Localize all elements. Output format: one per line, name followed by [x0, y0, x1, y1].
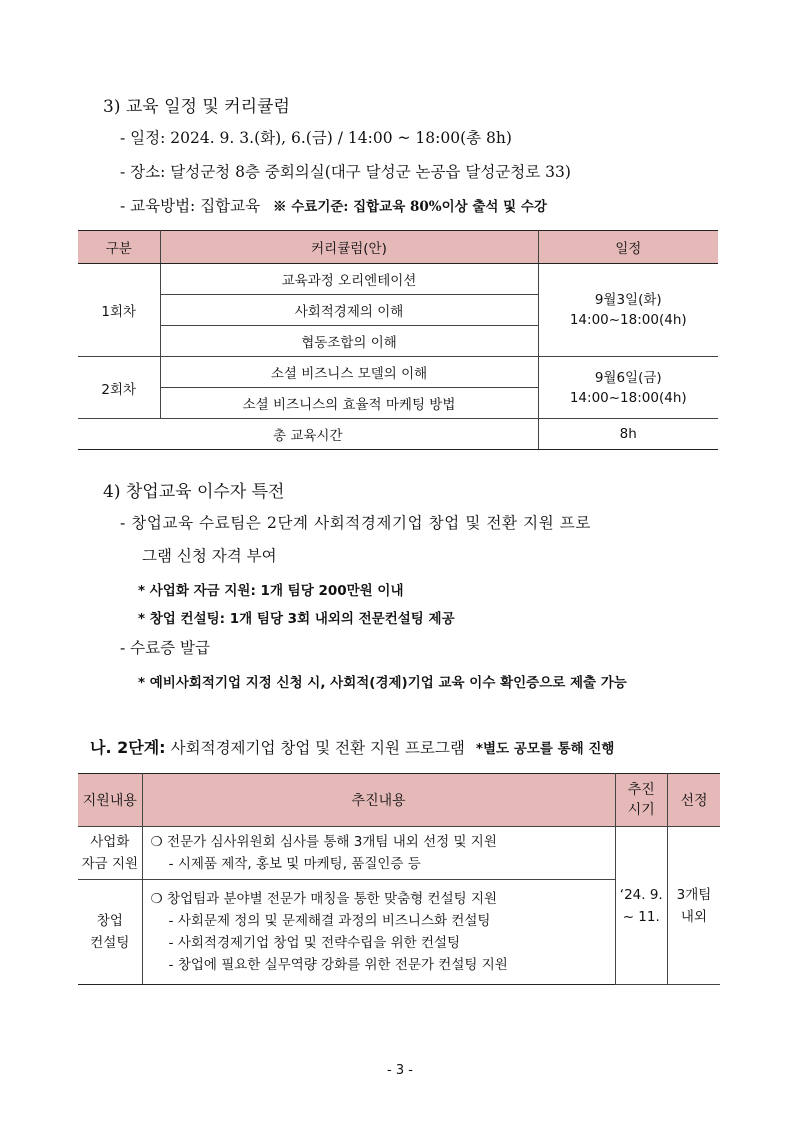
curriculum-item: 소셜 비즈니스 모델의 이해: [160, 357, 538, 388]
section-3-heading: 3) 교육 일정 및 커리큘럼: [103, 97, 290, 117]
benefit-sub-2: * 창업 컨설팅: 1개 팀당 3회 내외의 전문컨설팅 제공: [138, 611, 455, 627]
selection-line: 3개팀: [676, 886, 712, 903]
content-sub: - 시제품 제작, 홍보 및 마케팅, 품질인증 등: [168, 856, 421, 872]
curriculum-table: [78, 230, 718, 450]
content-sub: - 사회적경제기업 창업 및 전략수립을 위한 컨설팅: [168, 935, 461, 951]
round-1-date: 9월3일(화): [594, 292, 662, 308]
curriculum-item: 소셜 비즈니스의 효율적 마케팅 방법: [160, 388, 538, 419]
benefit-sub-3: * 예비사회적기업 지정 신청 시, 사회적(경제)기업 교육 이수 확인증으로 제출 가능: [138, 675, 627, 691]
header-period-line-1: 추진: [627, 782, 655, 798]
header-period-line-2: 시기: [627, 802, 655, 818]
promotion-period: [615, 827, 667, 985]
support-program-table: [78, 773, 720, 985]
curriculum-item: 사회적경제의 이해: [160, 295, 538, 326]
content-sub: - 사회문제 정의 및 문제해결 과정의 비즈니스화 컨설팅: [168, 913, 491, 929]
support-type-line: 컨설팅: [90, 935, 130, 951]
curriculum-item: 교육과정 오리엔테이션: [160, 264, 538, 295]
support-type-consulting: [78, 880, 142, 985]
header-selection: 선정: [667, 774, 720, 827]
benefit-line-1: - 창업교육 수료팀은 2단계 사회적경제기업 창업 및 전환 지원 프로: [120, 514, 591, 532]
method-line: [120, 194, 547, 216]
round-1-time: 14:00~18:00(4h): [569, 312, 687, 328]
funding-content: [142, 827, 615, 880]
method-label: - 교육방법: 집합교육: [120, 197, 261, 215]
benefit-sub-1: * 사업화 자금 지원: 1개 팀당 200만원 이내: [138, 583, 404, 599]
header-curriculum: 커리큘럼(안): [160, 231, 538, 264]
content-main: ❍ 창업팀과 분야별 전문가 매칭을 통한 맞춤형 컨설팅 지원: [150, 891, 498, 907]
schedule-line: - 일정: 2024. 9. 3.(화), 6.(금) / 14:00 ~ 18:00(총 8h): [120, 129, 512, 147]
header-period: [615, 774, 667, 827]
stage-2-heading: [90, 735, 614, 758]
round-2-time: 14:00~18:00(4h): [569, 389, 687, 406]
header-schedule: 일정: [538, 231, 718, 264]
page-number: - 3 -: [387, 1063, 413, 1078]
stage-2-note: *별도 공모를 통해 진행: [475, 741, 615, 757]
round-1-label: 1회차: [78, 264, 160, 357]
location-line: - 장소: 달성군청 8층 중회의실(대구 달성군 논공읍 달성군청로 33): [120, 163, 571, 181]
benefit-line-1b: 그램 신청 자격 부여: [142, 547, 277, 565]
round-2-schedule: [538, 357, 718, 419]
round-2-date: 9월6일(금): [594, 369, 662, 386]
selection-line: 내외: [680, 908, 708, 925]
stage-2-title: 사회적경제기업 창업 및 전환 지원 프로그램: [170, 739, 465, 757]
support-type-line: 창업: [96, 913, 123, 929]
support-type-line: 자금 지원: [81, 856, 139, 872]
consulting-content: [142, 880, 615, 985]
round-1-schedule: [538, 264, 718, 357]
period-line: ‘24. 9.: [619, 886, 663, 903]
selection-count: [667, 827, 720, 985]
round-2-label: 2회차: [78, 357, 160, 419]
support-type-line: 사업화: [90, 834, 130, 850]
stage-2-label: 나. 2단계:: [90, 738, 166, 757]
section-4-heading: 4) 창업교육 이수자 특전: [103, 482, 285, 502]
curriculum-item: 협동조합의 이해: [160, 326, 538, 357]
header-promotion-content: 추진내용: [142, 774, 615, 827]
header-support-content: 지원내용: [78, 774, 142, 827]
content-main: ❍ 전문가 심사위원회 심사를 통해 3개팀 내외 선정 및 지원: [150, 834, 497, 850]
support-type-funding: [78, 827, 142, 880]
content-sub: - 창업에 필요한 실무역량 강화를 위한 전문가 컨설팅 지원: [168, 957, 508, 973]
period-line: ~ 11.: [622, 908, 660, 925]
header-category: 구분: [78, 231, 160, 264]
benefit-line-2: - 수료증 발급: [120, 639, 210, 657]
total-hours-value: 8h: [538, 419, 718, 450]
completion-criteria-note: ※ 수료기준: 집합교육 80%이상 출석 및 수강: [273, 199, 547, 215]
total-hours-label: 총 교육시간: [78, 419, 538, 450]
